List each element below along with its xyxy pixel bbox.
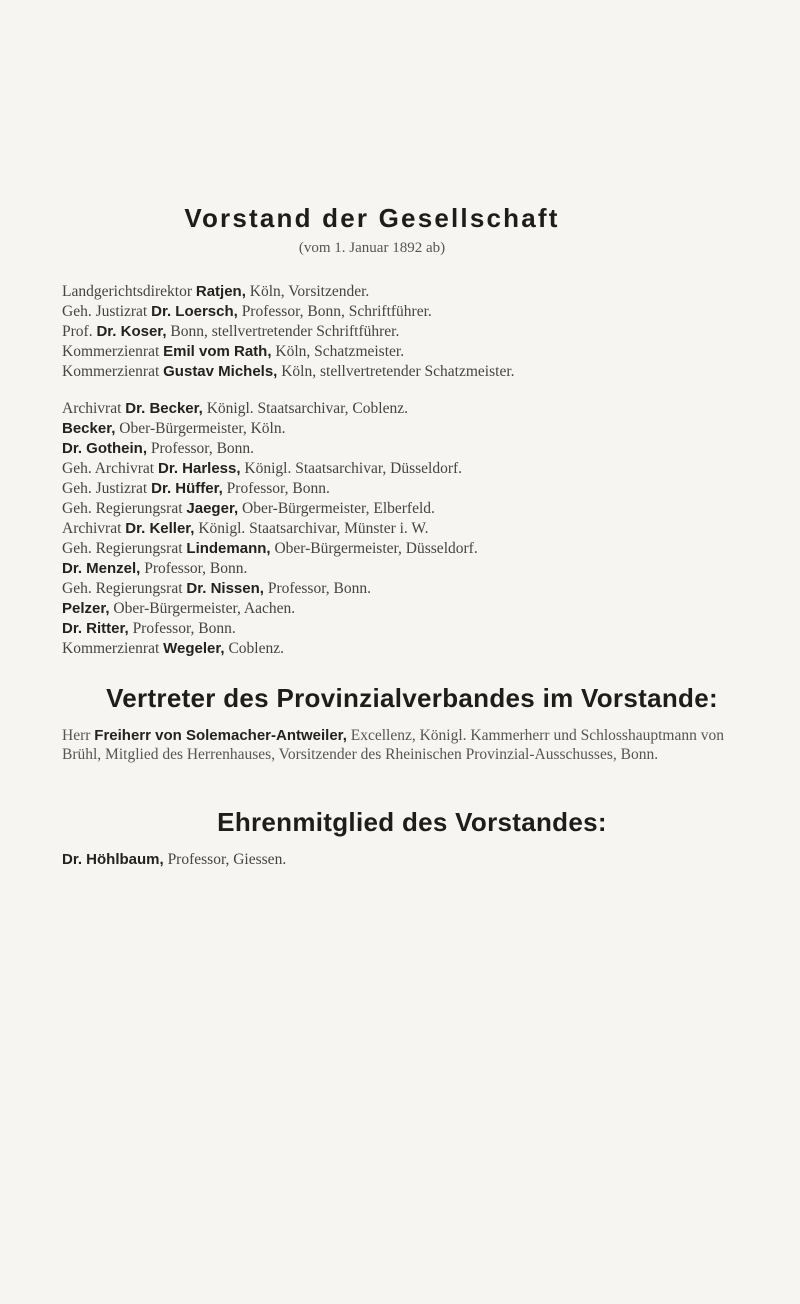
vertreter-entry <box>62 726 762 764</box>
subheading-date: (vom 1. Januar 1892 ab) <box>298 240 446 256</box>
member-details: Königl. Staatsarchivar, Münster i. W. <box>194 520 429 537</box>
list-item <box>62 303 432 321</box>
member-details: Professor, Bonn. <box>222 480 330 497</box>
member-details: Professor, Bonn. <box>140 560 248 577</box>
member-name: Jaeger, <box>186 500 239 517</box>
member-title: Geh. Justizrat <box>62 480 152 497</box>
member-name: Pelzer, <box>62 600 110 617</box>
member-title: Herr <box>62 727 95 744</box>
member-title: Kommerzienrat <box>62 363 164 380</box>
member-details: Köln, Schatzmeister. <box>271 343 405 360</box>
member-name: Emil vom Rath, <box>163 343 272 360</box>
member-title: Geh. Regierungsrat <box>62 500 187 517</box>
list-item <box>62 520 428 538</box>
heading-vertreter: Vertreter des Provinzialverbandes im Vorstande: <box>106 683 718 713</box>
member-title: Geh. Justizrat <box>62 303 152 320</box>
member-name: Gustav Michels, <box>163 363 278 380</box>
member-title: Kommerzienrat <box>62 343 164 360</box>
ehrenmitglied-entry <box>62 851 286 869</box>
list-item <box>62 480 330 498</box>
member-name: Dr. Höhlbaum, <box>62 851 164 868</box>
member-title: Archivrat <box>62 400 126 417</box>
list-item <box>62 600 295 618</box>
list-item <box>62 460 462 478</box>
member-details: Köln, stellvertretender Schatzmeister. <box>277 363 515 380</box>
list-item <box>62 620 236 638</box>
member-name: Lindemann, <box>186 540 271 557</box>
list-item <box>62 640 284 658</box>
list-item <box>62 580 371 598</box>
member-title: Kommerzienrat <box>62 640 164 657</box>
list-item <box>62 540 478 558</box>
list-item <box>62 560 247 578</box>
list-item <box>62 283 369 301</box>
list-item <box>62 400 408 418</box>
member-name: Dr. Hüffer, <box>151 480 223 497</box>
member-details: Professor, Giessen. <box>163 851 287 868</box>
member-name: Wegeler, <box>163 640 225 657</box>
member-name: Dr. Nissen, <box>186 580 264 597</box>
member-name: Dr. Loersch, <box>151 303 238 320</box>
member-name: Dr. Ritter, <box>62 620 129 637</box>
member-title: Landgerichtsdirektor <box>62 283 196 300</box>
member-details: Königl. Staatsarchivar, Coblenz. <box>202 400 408 417</box>
member-name: Dr. Gothein, <box>62 440 148 457</box>
member-details: Excellenz, Königl. Kammerherr und Schlosshauptmann von Brühl, Mitglied des Herrenhauses, Vorsitzender des Rheinischen Provinzial-Ausschusses, Bonn. <box>62 727 724 763</box>
member-details: Coblenz. <box>224 640 284 657</box>
member-name: Dr. Koser, <box>96 323 167 340</box>
member-details: Ober-Bürgermeister, Köln. <box>115 420 286 437</box>
member-title: Prof. <box>62 323 97 340</box>
member-details: Ober-Bürgermeister, Elberfeld. <box>238 500 435 517</box>
member-details: Professor, Bonn. <box>128 620 236 637</box>
list-item <box>62 363 515 381</box>
member-title: Geh. Regierungsrat <box>62 580 187 597</box>
heading-ehrenmitglied: Ehrenmitglied des Vorstandes: <box>217 807 607 837</box>
member-title: Archivrat <box>62 520 126 537</box>
member-name: Becker, <box>62 420 116 437</box>
heading-vorstand: Vorstand der Gesellschaft <box>184 203 560 233</box>
member-details: Bonn, stellvertretender Schriftführer. <box>166 323 400 340</box>
member-details: Ober-Bürgermeister, Aachen. <box>109 600 296 617</box>
member-name: Dr. Keller, <box>125 520 195 537</box>
list-item <box>62 440 254 458</box>
member-name: Ratjen, <box>195 283 246 300</box>
member-details: Königl. Staatsarchivar, Düsseldorf. <box>240 460 463 477</box>
member-title: Geh. Regierungsrat <box>62 540 187 557</box>
member-name: Dr. Harless, <box>157 460 241 477</box>
member-name: Dr. Menzel, <box>62 560 141 577</box>
member-name: Freiherr von Solemacher-Antweiler, <box>94 727 347 744</box>
member-details: Professor, Bonn. <box>263 580 371 597</box>
member-name: Dr. Becker, <box>125 400 203 417</box>
member-details: Köln, Vorsitzender. <box>245 283 370 300</box>
list-item <box>62 343 404 361</box>
member-details: Ober-Bürgermeister, Düsseldorf. <box>270 540 478 557</box>
list-item <box>62 323 399 341</box>
member-title: Geh. Archivrat <box>62 460 158 477</box>
member-details: Professor, Bonn, Schriftführer. <box>237 303 432 320</box>
member-details: Professor, Bonn. <box>147 440 255 457</box>
list-item <box>62 500 435 518</box>
list-item <box>62 420 286 438</box>
